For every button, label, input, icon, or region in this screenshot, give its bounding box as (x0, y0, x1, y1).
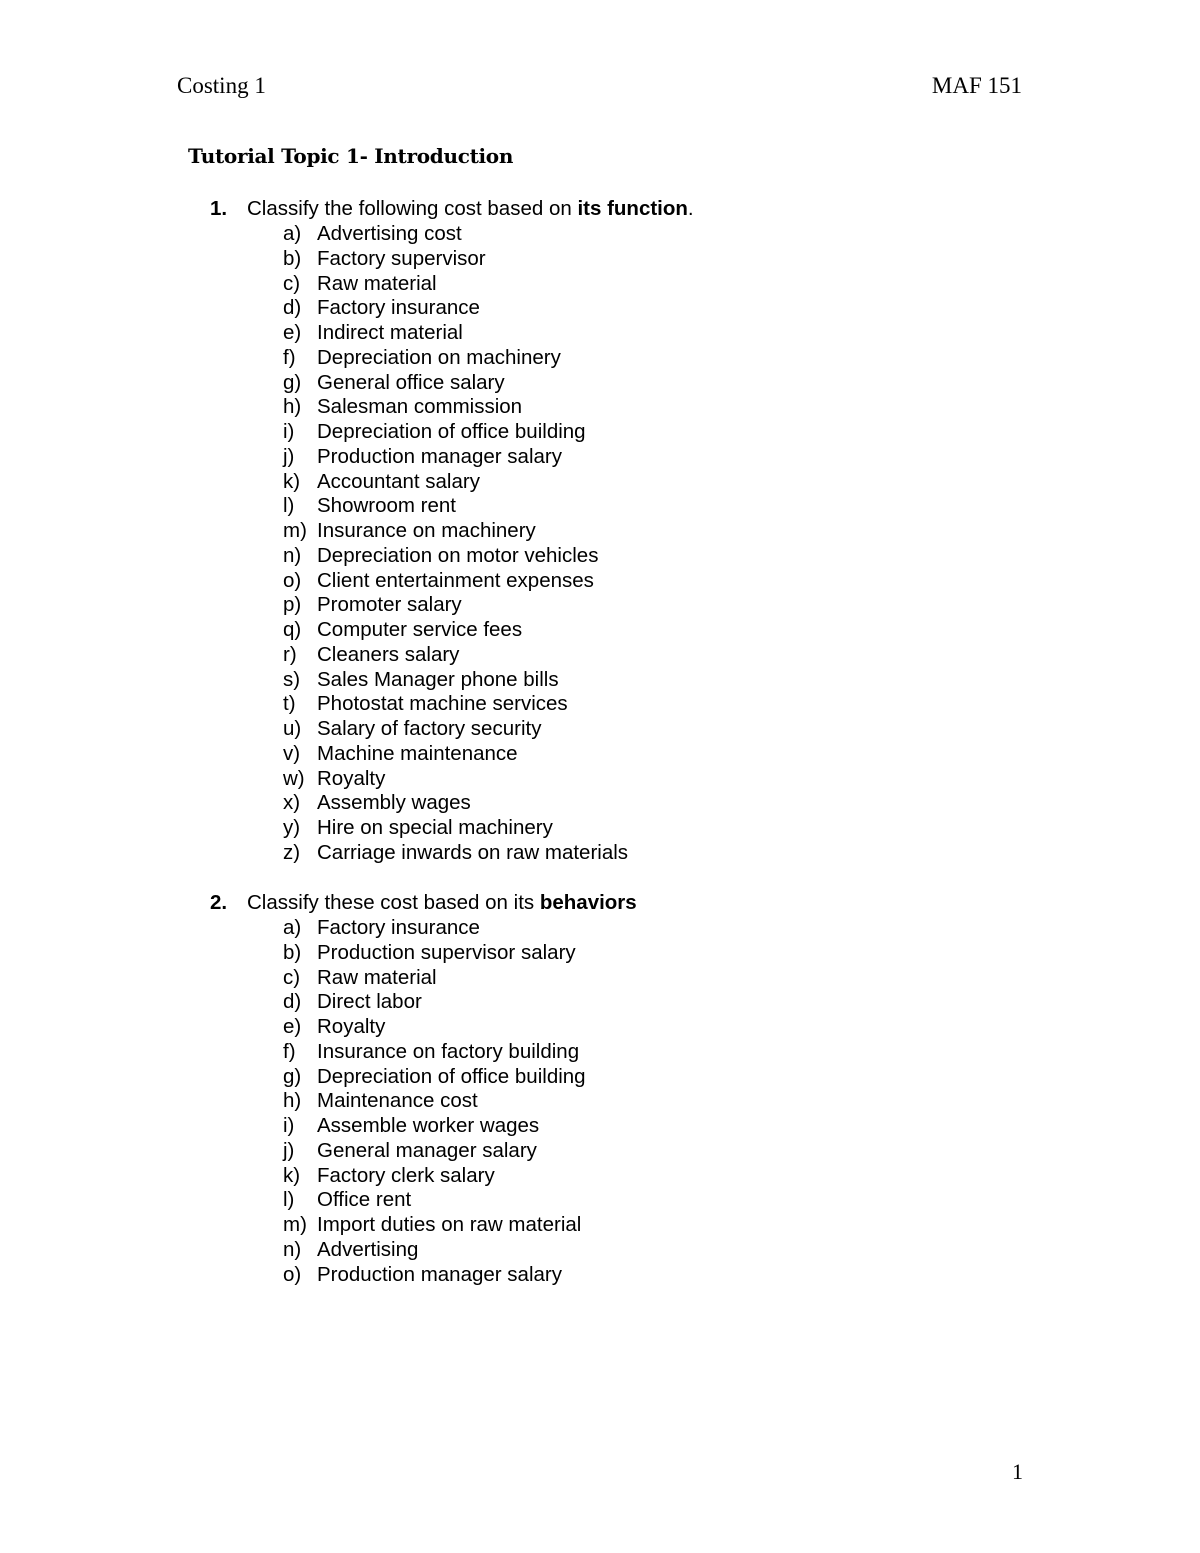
list-item-text: Advertising (317, 1237, 419, 1261)
list-item-text: Depreciation of office building (317, 1064, 586, 1088)
list-item (283, 1015, 710, 1040)
list-item (283, 692, 767, 717)
list-item-label: k) (283, 469, 301, 493)
list-item-label: x) (283, 791, 301, 815)
list-item (283, 966, 710, 991)
list-item-text: Factory clerk salary (317, 1163, 495, 1187)
list-item (283, 544, 767, 569)
question-1-prompt-end: . (687, 197, 694, 220)
list-item-label: n) (283, 1237, 302, 1261)
list-item-label: p) (283, 593, 302, 617)
list-item-text: Salary of factory security (317, 717, 542, 740)
list-item-text: Photostat machine services (317, 692, 568, 716)
list-item-text: Computer service fees (317, 618, 523, 641)
list-item-label: o) (283, 568, 302, 592)
list-item-text: Factory insurance (317, 296, 480, 320)
question-1-prompt-emphasis: its function (577, 197, 688, 220)
list-item-label: g) (283, 370, 302, 394)
list-item-text: Showroom rent (317, 494, 457, 518)
list-item-text: Office rent (317, 1188, 412, 1212)
list-item-text: Accountant salary (317, 469, 480, 493)
list-item-text: Royalty (317, 766, 386, 790)
list-item-label: i) (283, 1114, 295, 1137)
list-item-label: n) (283, 543, 302, 567)
list-item-label: b) (283, 246, 302, 270)
list-item-text: Depreciation on motor vehicles (317, 543, 599, 567)
list-item-label: c) (283, 965, 301, 989)
list-item (283, 816, 767, 841)
list-item-text: Salesman commission (317, 395, 523, 419)
page-title: Tutorial Topic 1- Introduction (188, 144, 514, 168)
list-item (283, 569, 767, 594)
list-item-label: c) (283, 271, 301, 295)
list-item-text: Royalty (317, 1015, 386, 1038)
list-item (283, 494, 767, 519)
list-item-text: Production supervisor salary (317, 940, 576, 964)
list-item-text: General manager salary (317, 1138, 537, 1162)
question-1-prompt-text: Classify the following cost based on (247, 197, 578, 220)
list-item-text: Factory supervisor (317, 246, 486, 270)
list-item (283, 1089, 710, 1114)
list-item-text: General office salary (317, 370, 505, 394)
list-item-label: h) (283, 395, 302, 419)
list-item-text: Production manager salary (317, 444, 562, 468)
list-item-label: w) (283, 766, 305, 790)
list-item (283, 668, 767, 693)
list-item-label: e) (283, 321, 302, 344)
list-item-text: Sales Manager phone bills (317, 667, 559, 691)
list-item-label: f) (283, 1039, 296, 1063)
list-item (283, 519, 767, 544)
question-2-prompt-emphasis: behaviors (539, 891, 637, 914)
list-item (283, 791, 767, 816)
list-item (283, 916, 710, 941)
question-2 (210, 890, 637, 1287)
list-item-text: Raw material (317, 965, 437, 989)
list-item-text: Promoter salary (317, 593, 462, 617)
list-item (283, 643, 767, 668)
list-item-label: y) (283, 816, 301, 839)
list-item (283, 247, 767, 272)
list-item-label: d) (283, 990, 302, 1014)
list-item-label: m) (283, 1213, 307, 1236)
list-item-text: Assembly wages (317, 791, 471, 815)
list-item (283, 445, 767, 470)
list-item-label: e) (283, 1015, 302, 1038)
list-item-text: Insurance on machinery (317, 519, 536, 542)
question-2-prompt (247, 891, 637, 914)
list-item-label: j) (283, 1138, 295, 1162)
list-item-text: Factory insurance (317, 916, 480, 939)
list-item (283, 371, 767, 396)
list-item (283, 420, 767, 445)
list-item-label: d) (283, 296, 302, 320)
list-item-text: Hire on special machinery (317, 816, 553, 839)
list-item-text: Indirect material (317, 321, 463, 344)
list-item-label: l) (283, 494, 295, 518)
list-item (283, 296, 767, 321)
list-item-label: g) (283, 1064, 302, 1088)
list-item-label: u) (283, 717, 302, 740)
list-item (283, 1213, 710, 1238)
list-item (283, 990, 710, 1015)
list-item (283, 1065, 710, 1090)
list-item (283, 346, 767, 371)
list-item-text: Production manager salary (317, 1262, 562, 1286)
list-item-label: q) (283, 618, 302, 641)
list-item-label: b) (283, 940, 302, 964)
list-item (283, 767, 767, 792)
question-1 (210, 196, 694, 866)
list-item-label: j) (283, 444, 295, 468)
list-item-text: Assemble worker wages (317, 1114, 540, 1137)
list-item-label: v) (283, 741, 301, 765)
list-item (283, 1139, 710, 1164)
list-item-label: o) (283, 1262, 302, 1286)
list-item (283, 618, 767, 643)
list-item-text: Insurance on factory building (317, 1039, 580, 1063)
list-item (283, 1164, 710, 1189)
page-number: 1 (1012, 1459, 1023, 1484)
list-item (283, 470, 767, 495)
list-item (283, 742, 767, 767)
list-item-text: Maintenance cost (317, 1089, 478, 1113)
list-item-label: h) (283, 1089, 302, 1113)
list-item-text: Depreciation on machinery (317, 345, 561, 369)
question-1-item-list (283, 222, 767, 866)
list-item-text: Raw material (317, 271, 437, 295)
list-item-label: s) (283, 667, 301, 691)
question-2-item-list (283, 916, 710, 1287)
list-item-label: r) (283, 642, 297, 666)
question-1-heading (210, 196, 694, 222)
list-item (283, 1114, 710, 1139)
list-item-label: l) (283, 1188, 295, 1212)
list-item-label: i) (283, 420, 295, 443)
list-item-label: t) (283, 692, 296, 716)
question-2-prompt-text: Classify these cost based on its (247, 891, 540, 914)
list-item (283, 841, 767, 866)
header-course-code: MAF 151 (931, 73, 1022, 98)
list-item (283, 717, 767, 742)
list-item-text: Depreciation of office building (317, 420, 586, 443)
list-item (283, 593, 767, 618)
list-item (283, 1263, 710, 1288)
list-item (283, 1188, 710, 1213)
question-2-heading (210, 890, 637, 916)
list-item-label: k) (283, 1163, 301, 1187)
list-item-text: Direct labor (317, 990, 422, 1014)
question-2-number: 2. (210, 891, 228, 914)
header-course-title: Costing 1 (177, 73, 266, 98)
list-item-label: z) (283, 840, 301, 864)
list-item-text: Advertising cost (317, 222, 462, 245)
list-item-label: f) (283, 345, 296, 369)
list-item-text: Machine maintenance (317, 741, 518, 765)
question-1-prompt (247, 197, 694, 220)
list-item-text: Cleaners salary (317, 642, 460, 666)
question-1-number: 1. (210, 197, 228, 220)
list-item-text: Client entertainment expenses (317, 568, 594, 592)
list-item-text: Carriage inwards on raw materials (317, 840, 629, 864)
list-item (283, 1040, 710, 1065)
list-item-label: a) (283, 222, 302, 245)
list-item (283, 321, 767, 346)
list-item (283, 395, 767, 420)
list-item-text: Import duties on raw material (317, 1213, 582, 1236)
list-item (283, 941, 710, 966)
list-item-label: a) (283, 916, 302, 939)
list-item-label: m) (283, 519, 307, 542)
list-item (283, 272, 767, 297)
list-item (283, 1238, 710, 1263)
list-item (283, 222, 767, 247)
